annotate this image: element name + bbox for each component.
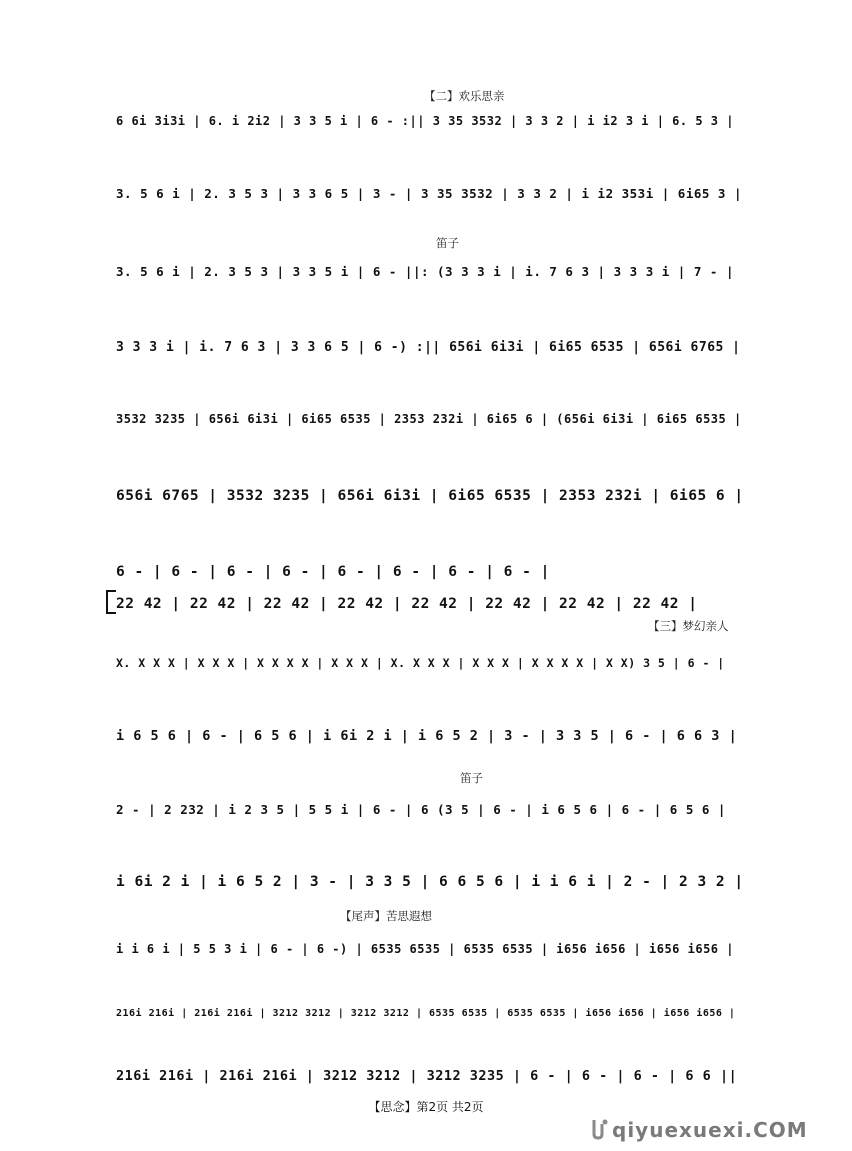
staff-row-10	[116, 784, 744, 844]
notation-line: 216i 216i | 216i 216i | 3212 3212 | 3212 3212 | 6535 6535 | 6535 6535 | i656 i656 | i656 i656 |	[116, 1008, 736, 1019]
notation-line: i 6 5 6 | 6 - | 6 5 6 | i 6i 2 i | i 6 5 2 | 3 - | 3 3 5 | 6 - | 6 6 3 |	[116, 728, 738, 744]
section-label-coda: 【尾声】苦思遐想	[340, 909, 432, 923]
notation-line: 3532 3235 | 656i 6i3i | 6i65 6535 | 2353 232i | 6i65 6 | (656i 6i3i | 6i65 6535 |	[116, 412, 742, 426]
staff-row-9	[116, 710, 744, 770]
staff-row-4	[116, 322, 744, 382]
notation-line: 3 3 3 i | i. 7 6 3 | 3 3 6 5 | 6 -) :|| 656i 6i3i | 6i65 6535 | 656i 6765 |	[116, 340, 741, 355]
notation-line: 6 6i 3i3i | 6. i 2i2 | 3 3 5 i | 6 - :|| 3 35 3532 | 3 3 2 | i i2 3 i | 6. 5 3 |	[116, 114, 734, 128]
staff-row-12	[116, 924, 744, 984]
page-footer: 【思念】第2页 共2页	[368, 1100, 484, 1114]
system-bracket	[106, 590, 116, 614]
staff-row-1	[116, 96, 744, 156]
notation-line: 3. 5 6 i | 2. 3 5 3 | 3 3 6 5 | 3 - | 3 35 3532 | 3 3 2 | i i2 353i | 6i65 3 |	[116, 186, 742, 201]
notation-line: 656i 6765 | 3532 3235 | 656i 6i3i | 6i65 6535 | 2353 232i | 6i65 6 |	[116, 488, 744, 504]
staff-row-8	[116, 638, 744, 698]
staff-row-11	[116, 856, 744, 916]
instrument-label-dizi-2: 笛子	[460, 771, 483, 785]
staff-row-13	[116, 990, 744, 1050]
staff-row-6	[116, 470, 744, 530]
notation-line: 3. 5 6 i | 2. 3 5 3 | 3 3 5 i | 6 - ||: (3 3 3 i | i. 7 6 3 | 3 3 3 i | 7 - |	[116, 264, 734, 279]
staff-row-3	[116, 246, 744, 306]
notation-line: 2 - | 2 232 | i 2 3 5 | 5 5 i | 6 - | 6 (3 5 | 6 - | i 6 5 6 | 6 - | 6 5 6 |	[116, 802, 726, 817]
notation-line: 216i 216i | 216i 216i | 3212 3212 | 3212 3235 | 6 - | 6 - | 6 - | 6 6 ||	[116, 1068, 738, 1084]
section-label-3: 【三】梦幻亲人	[648, 619, 729, 633]
notation-line: i 6i 2 i | i 6 5 2 | 3 - | 3 3 5 | 6 6 5 6 | i i 6 i | 2 - | 2 3 2 |	[116, 874, 744, 890]
staff-row-7-lower	[116, 578, 744, 638]
staff-row-5	[116, 394, 744, 454]
notation-line: i i 6 i | 5 5 3 i | 6 - | 6 -) | 6535 6535 | 6535 6535 | i656 i656 | i656 i656 |	[116, 942, 734, 956]
watermark-logo-icon	[590, 1118, 610, 1140]
notation-line: 22 42 | 22 42 | 22 42 | 22 42 | 22 42 | 22 42 | 22 42 | 22 42 |	[116, 596, 698, 612]
notation-line: 6 - | 6 - | 6 - | 6 - | 6 - | 6 - | 6 - | 6 - |	[116, 564, 550, 580]
notation-line: X. X X X | X X X | X X X X | X X X | X. X X X | X X X | X X X X | X X) 3 5 | 6 - |	[116, 656, 725, 670]
instrument-label-dizi: 笛子	[436, 236, 459, 250]
section-label-2: 【二】欢乐思亲	[424, 89, 505, 103]
watermark: qiyuexuexi.COM	[612, 1118, 808, 1142]
staff-row-2	[116, 168, 744, 228]
